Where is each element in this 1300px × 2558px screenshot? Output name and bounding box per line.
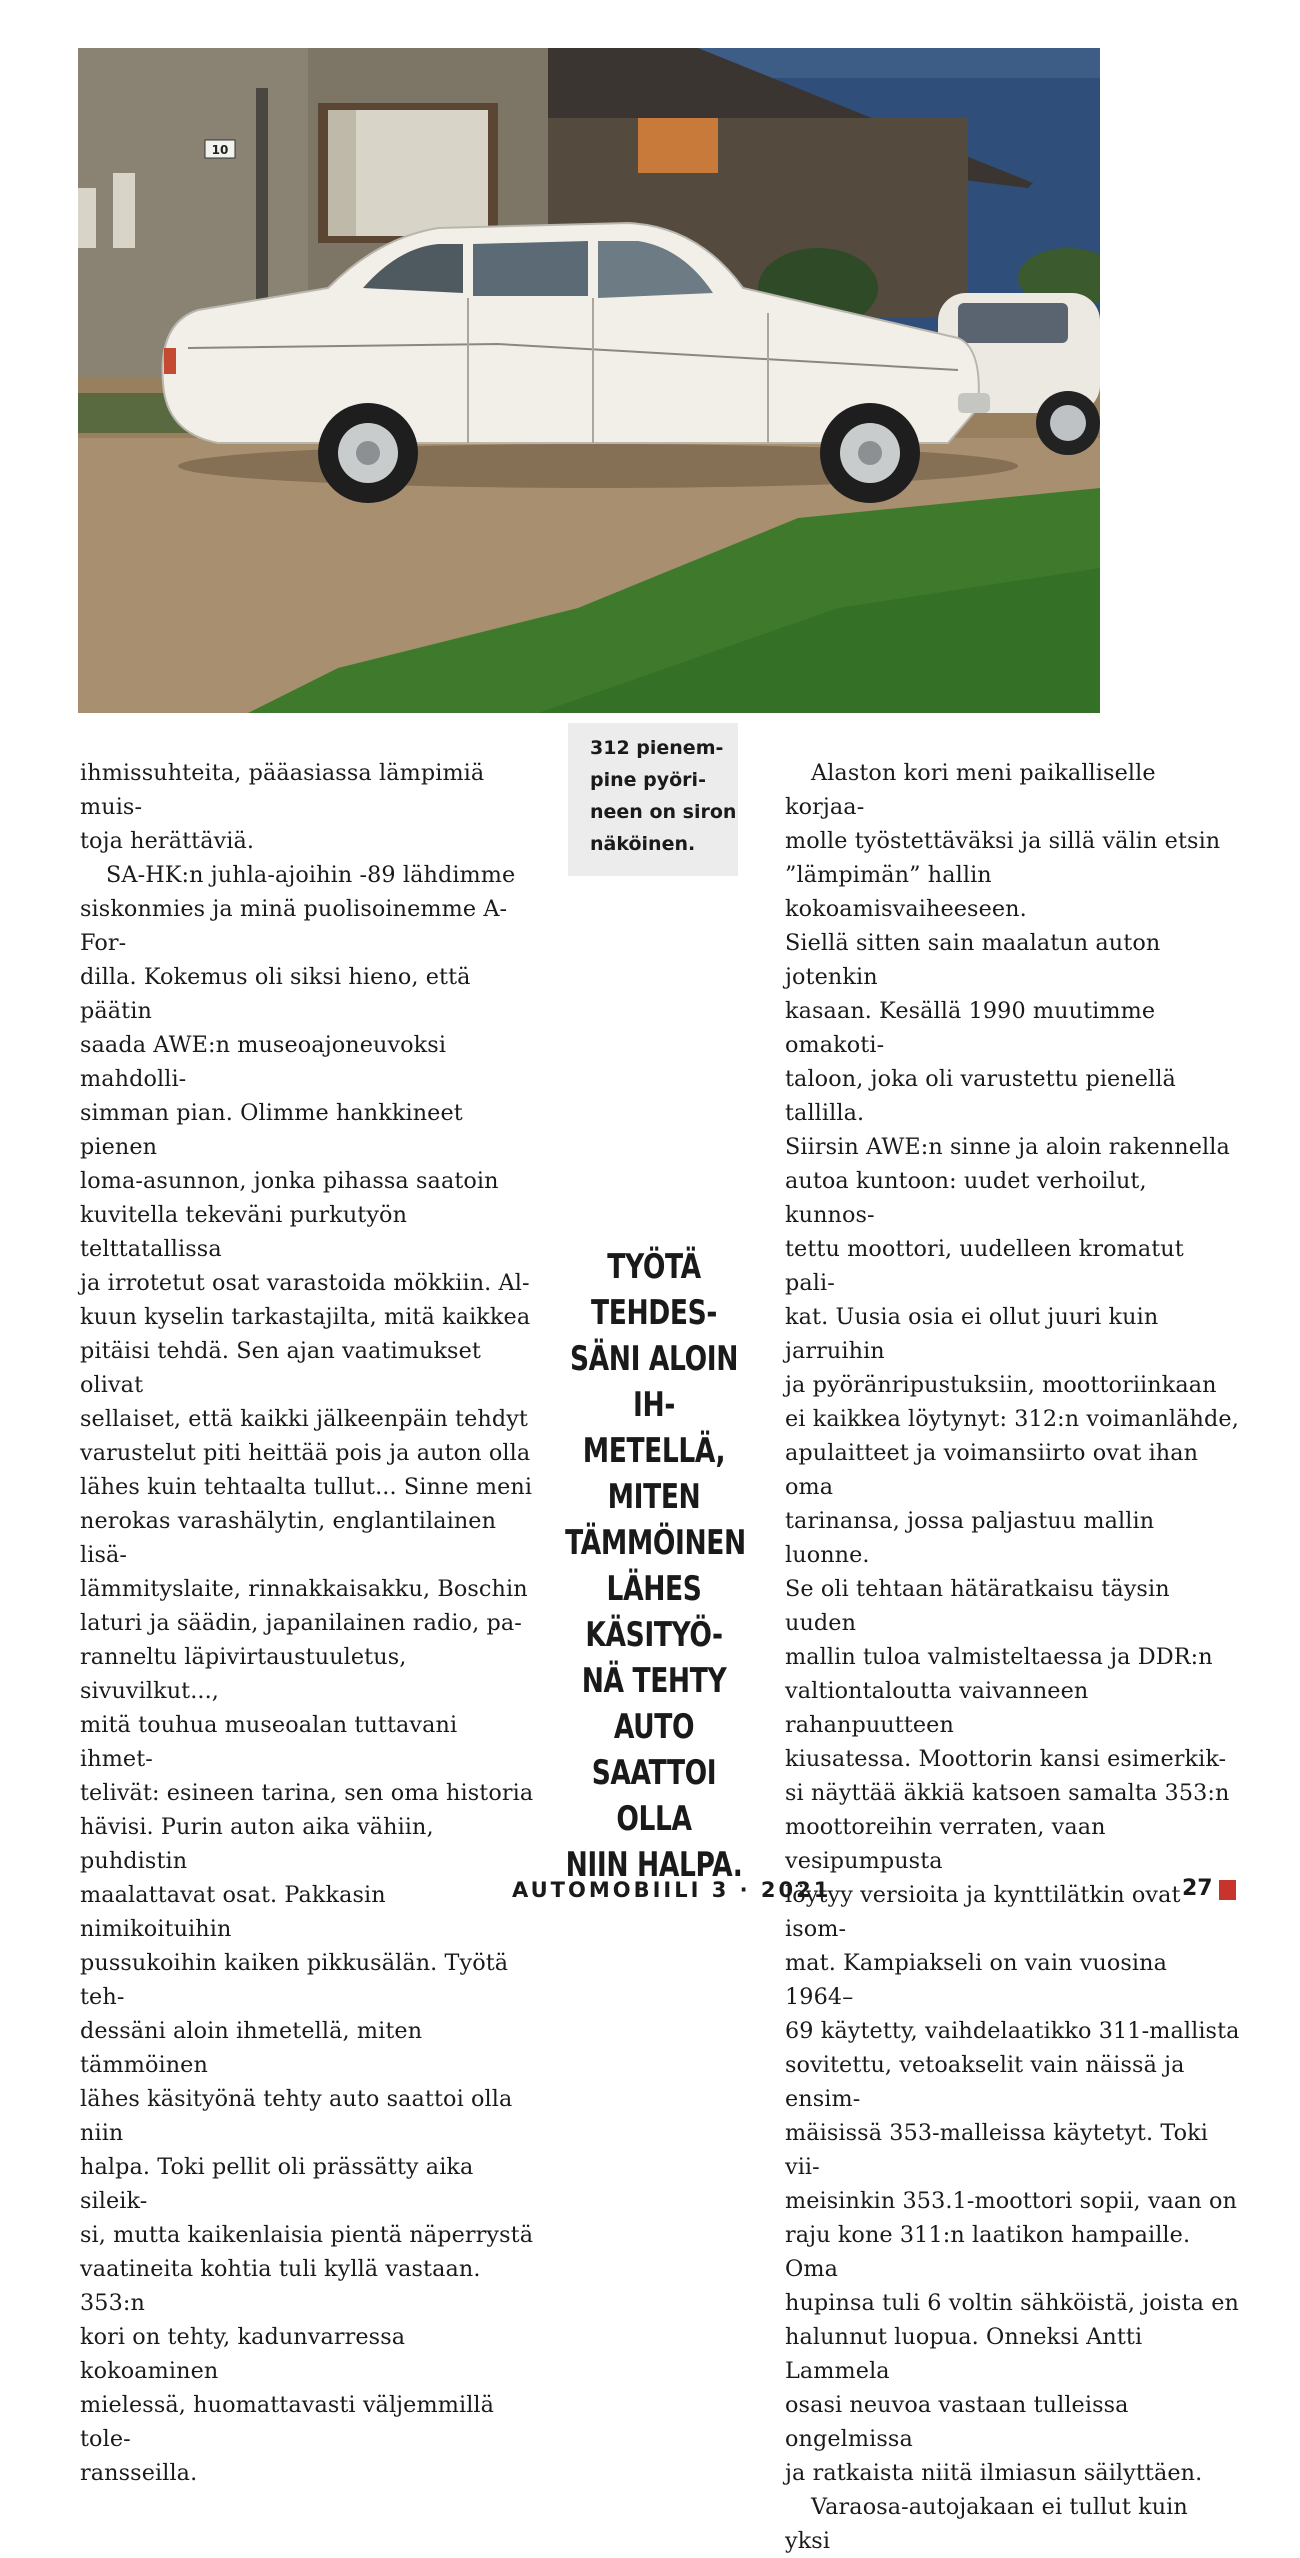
text-line: telivät: esineen tarina, sen oma historia <box>80 1780 534 1806</box>
text-line: molle työstettäväksi ja sillä välin etsin <box>785 828 1221 854</box>
text-line: kasaan. Kesällä 1990 muutimme omakoti- <box>785 998 1156 1058</box>
text-line: sovitettu, vetoakselit vain näissä ja ensim- <box>785 2052 1185 2112</box>
pull-quote-line: TÄMMÖINEN <box>565 1523 746 1563</box>
text-line: mäisissä 353-malleissa käytetyt. Toki vii- <box>785 2120 1208 2180</box>
text-line: si näyttää äkkiä katsoen samalta 353:n <box>785 1780 1230 1806</box>
text-line: loma-asunnon, jonka pihassa saatoin <box>80 1168 499 1194</box>
text-line: mitä touhua museoalan tuttavani ihmet- <box>80 1712 458 1772</box>
text-line: Siirsin AWE:n sinne ja aloin rakennella <box>785 1134 1230 1160</box>
house-number: 10 <box>211 143 229 157</box>
text-line: laturi ja säädin, japanilainen radio, pa- <box>80 1610 522 1636</box>
text-line: ja ratkaista niitä ilmiasun säilyttäen. <box>785 2460 1203 2486</box>
text-line: mielessä, huomattavasti väljemmillä tole- <box>80 2392 495 2452</box>
text-line: mallin tuloa valmisteltaessa ja DDR:n <box>785 1644 1213 1670</box>
pull-quote-line: LÄHES KÄSITYÖ- <box>585 1569 723 1655</box>
text-line: varustelut piti heittää pois ja auton olla <box>80 1440 531 1466</box>
caption-line: neen on siron <box>590 801 737 823</box>
text-line: saada AWE:n museoajoneuvoksi mahdolli- <box>80 1032 447 1092</box>
text-line: kuvitella tekeväni purkutyön telttatallissa <box>80 1202 408 1262</box>
text-line: moottoreihin verraten, vaan vesipumpusta <box>785 1814 1106 1874</box>
text-line: kori on tehty, kadunvarressa kokoaminen <box>80 2324 406 2384</box>
text-line: Se oli tehtaan hätäratkaisu täysin uuden <box>785 1576 1170 1636</box>
text-line: ”lämpimän” hallin kokoamisvaiheeseen. <box>785 862 1027 922</box>
text-line: mat. Kampiakseli on vain vuosina 1964– <box>785 1950 1168 2010</box>
page-marker <box>1219 1880 1236 1900</box>
text-line: tarinansa, jossa paljastuu mallin luonne. <box>785 1508 1155 1568</box>
text-line: sellaiset, että kaikki jälkeenpäin tehdyt <box>80 1406 528 1432</box>
text-line: siskonmies ja minä puolisoinemme A-For- <box>80 896 508 956</box>
text-line: SA-HK:n juhla-ajoihin -89 lähdimme <box>106 862 516 888</box>
pull-quote-line: TYÖTÄ TEHDES- <box>591 1247 717 1333</box>
text-line: Alaston kori meni paikalliselle korjaa- <box>785 760 1156 820</box>
text-line: kiusatessa. Moottorin kansi esimerkik- <box>785 1746 1227 1772</box>
text-line: dilla. Kokemus oli siksi hieno, että päätin <box>80 964 471 1024</box>
article-photo <box>78 48 1100 713</box>
text-line: halpa. Toki pellit oli prässätty aika sileik- <box>80 2154 474 2214</box>
text-line: lähes käsityönä tehty auto saattoi olla niin <box>80 2086 513 2146</box>
text-line: hupinsa tuli 6 voltin sähköistä, joista en <box>785 2290 1239 2316</box>
text-line: maalattavat osat. Pakkasin nimikoituihin <box>80 1882 386 1942</box>
pull-quote-line: SÄNI ALOIN IH- <box>569 1339 739 1425</box>
text-line: meisinkin 353.1-moottori sopii, vaan on <box>785 2188 1237 2214</box>
text-line: kuun kyselin tarkastajilta, mitä kaikkea <box>80 1304 531 1330</box>
text-line: ransseilla. <box>80 2460 198 2486</box>
caption-line: pine pyöri- <box>590 769 706 791</box>
text-line: valtiontaloutta vaivanneen rahanpuutteen <box>785 1678 1089 1738</box>
text-line: autoa kuntoon: uudet verhoilut, kunnos- <box>785 1168 1147 1228</box>
text-line: raju kone 311:n laatikon hampaille. Oma <box>785 2222 1191 2282</box>
text-line: dessäni aloin ihmetellä, miten tämmöinen <box>80 2018 423 2078</box>
pull-quote-line: NIIN HALPA. <box>565 1845 743 1885</box>
article-column-left <box>80 756 535 2490</box>
text-line: hävisi. Purin auton aika vähiin, puhdistin <box>80 1814 434 1874</box>
text-line: Siellä sitten sain maalatun auton jotenkin <box>785 930 1161 990</box>
text-line: ranneltu läpivirtaustuuletus, sivuvilkut..., <box>80 1644 407 1704</box>
text-line: simman pian. Olimme hankkineet pienen <box>80 1100 463 1160</box>
pull-quote-line: METELLÄ, MITEN <box>582 1431 726 1517</box>
text-line: pitäisi tehdä. Sen ajan vaatimukset olivat <box>80 1338 481 1398</box>
text-line: Varaosa-autojakaan ei tullut kuin yksi <box>785 2494 1188 2554</box>
text-line: ei kaikkea löytynyt: 312:n voimanlähde, <box>785 1406 1239 1432</box>
text-line: vaatineita kohtia tuli kyllä vastaan. 353:n <box>80 2256 481 2316</box>
text-line: lähes kuin tehtaalta tullut... Sinne meni <box>80 1474 533 1500</box>
article-column-right <box>785 756 1240 2558</box>
text-line: lämmityslaite, rinnakkaisakku, Boschin <box>80 1576 528 1602</box>
pull-quote-line: NÄ TEHTY AUTO <box>581 1661 727 1747</box>
white-sedan-photo <box>78 48 1100 713</box>
text-line: toja herättäviä. <box>80 828 255 854</box>
text-line: ihmissuhteita, pääasiassa lämpimiä muis- <box>80 760 485 820</box>
text-line: nerokas varashälytin, englantilainen lisä- <box>80 1508 497 1568</box>
text-line: taloon, joka oli varustettu pienellä tallilla. <box>785 1066 1176 1126</box>
text-line: pussukoihin kaiken pikkusälän. Työtä teh- <box>80 1950 509 2010</box>
text-line: osasi neuvoa vastaan tulleissa ongelmissa <box>785 2392 1129 2452</box>
text-line: tettu moottori, uudelleen kromatut pali- <box>785 1236 1184 1296</box>
caption-line: näköinen. <box>590 833 696 855</box>
magazine-footer: AUTOMOBIILI 3 · 2021 <box>512 1878 832 1902</box>
text-line: halunnut luopua. Onneksi Antti Lammela <box>785 2324 1143 2384</box>
text-line: ja irrotetut osat varastoida mökkiin. Al- <box>80 1270 530 1296</box>
pull-quote-line: SAATTOI OLLA <box>591 1753 717 1839</box>
text-line: kat. Uusia osia ei ollut juuri kuin jarruihin <box>785 1304 1159 1364</box>
page-number: 27 <box>1182 1876 1213 1901</box>
text-line: 69 käytetty, vaihdelaatikko 311-mallista <box>785 2018 1240 2044</box>
text-line: apulaitteet ja voimansiirto ovat ihan oma <box>785 1440 1199 1500</box>
text-line: löytyy versioita ja kynttilätkin ovat isom- <box>785 1882 1181 1942</box>
caption-line: 312 pienem- <box>590 737 724 759</box>
text-line: ja pyöränripustuksiin, moottoriinkaan <box>785 1372 1217 1398</box>
text-line: si, mutta kaikenlaisia pientä näperrystä <box>80 2222 534 2248</box>
photo-caption <box>568 723 738 876</box>
pull-quote <box>565 1244 746 1888</box>
